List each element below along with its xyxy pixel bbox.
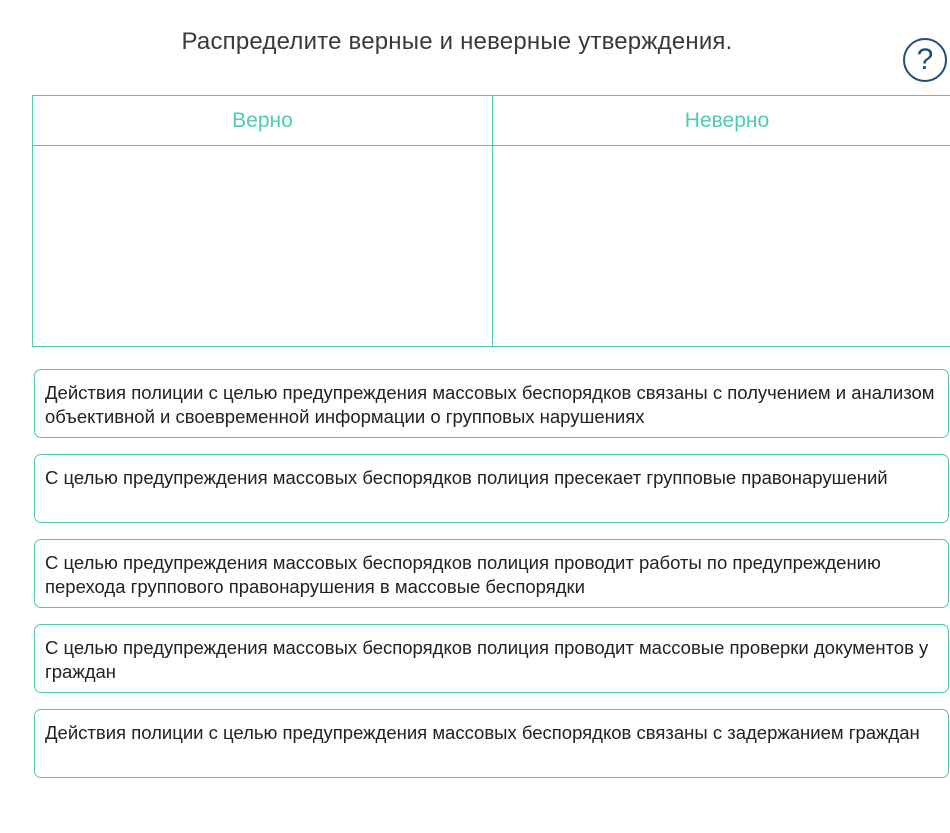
statement-card[interactable]: Действия полиции с целью предупреждения массовых беспорядков связаны с задержанием граждан <box>34 709 949 778</box>
statement-card[interactable]: Действия полиции с целью предупреждения массовых беспорядков связаны с получением и анализом объективной и своевременной информации о групповых нарушениях <box>34 369 949 438</box>
column-true <box>33 96 493 346</box>
drop-zone-true[interactable] <box>33 146 492 346</box>
column-header-true: Верно <box>33 96 492 146</box>
statement-card[interactable]: С целью предупреждения массовых беспорядков полиция проводит работы по предупреждению перехода группового правонарушения в массовые беспорядки <box>34 539 949 608</box>
column-false <box>493 96 950 346</box>
statement-card[interactable]: С целью предупреждения массовых беспорядков полиция проводит массовые проверки документов у граждан <box>34 624 949 693</box>
task-title: Распределите верные и неверные утверждения. <box>181 28 733 55</box>
sorting-table <box>32 95 950 347</box>
drop-zone-false[interactable] <box>493 146 950 346</box>
question-mark-icon: ? <box>916 43 934 76</box>
statement-card[interactable]: С целью предупреждения массовых беспорядков полиция пресекает групповые правонарушений <box>34 454 949 523</box>
column-header-false: Неверно <box>493 96 950 146</box>
help-button[interactable] <box>903 38 947 82</box>
